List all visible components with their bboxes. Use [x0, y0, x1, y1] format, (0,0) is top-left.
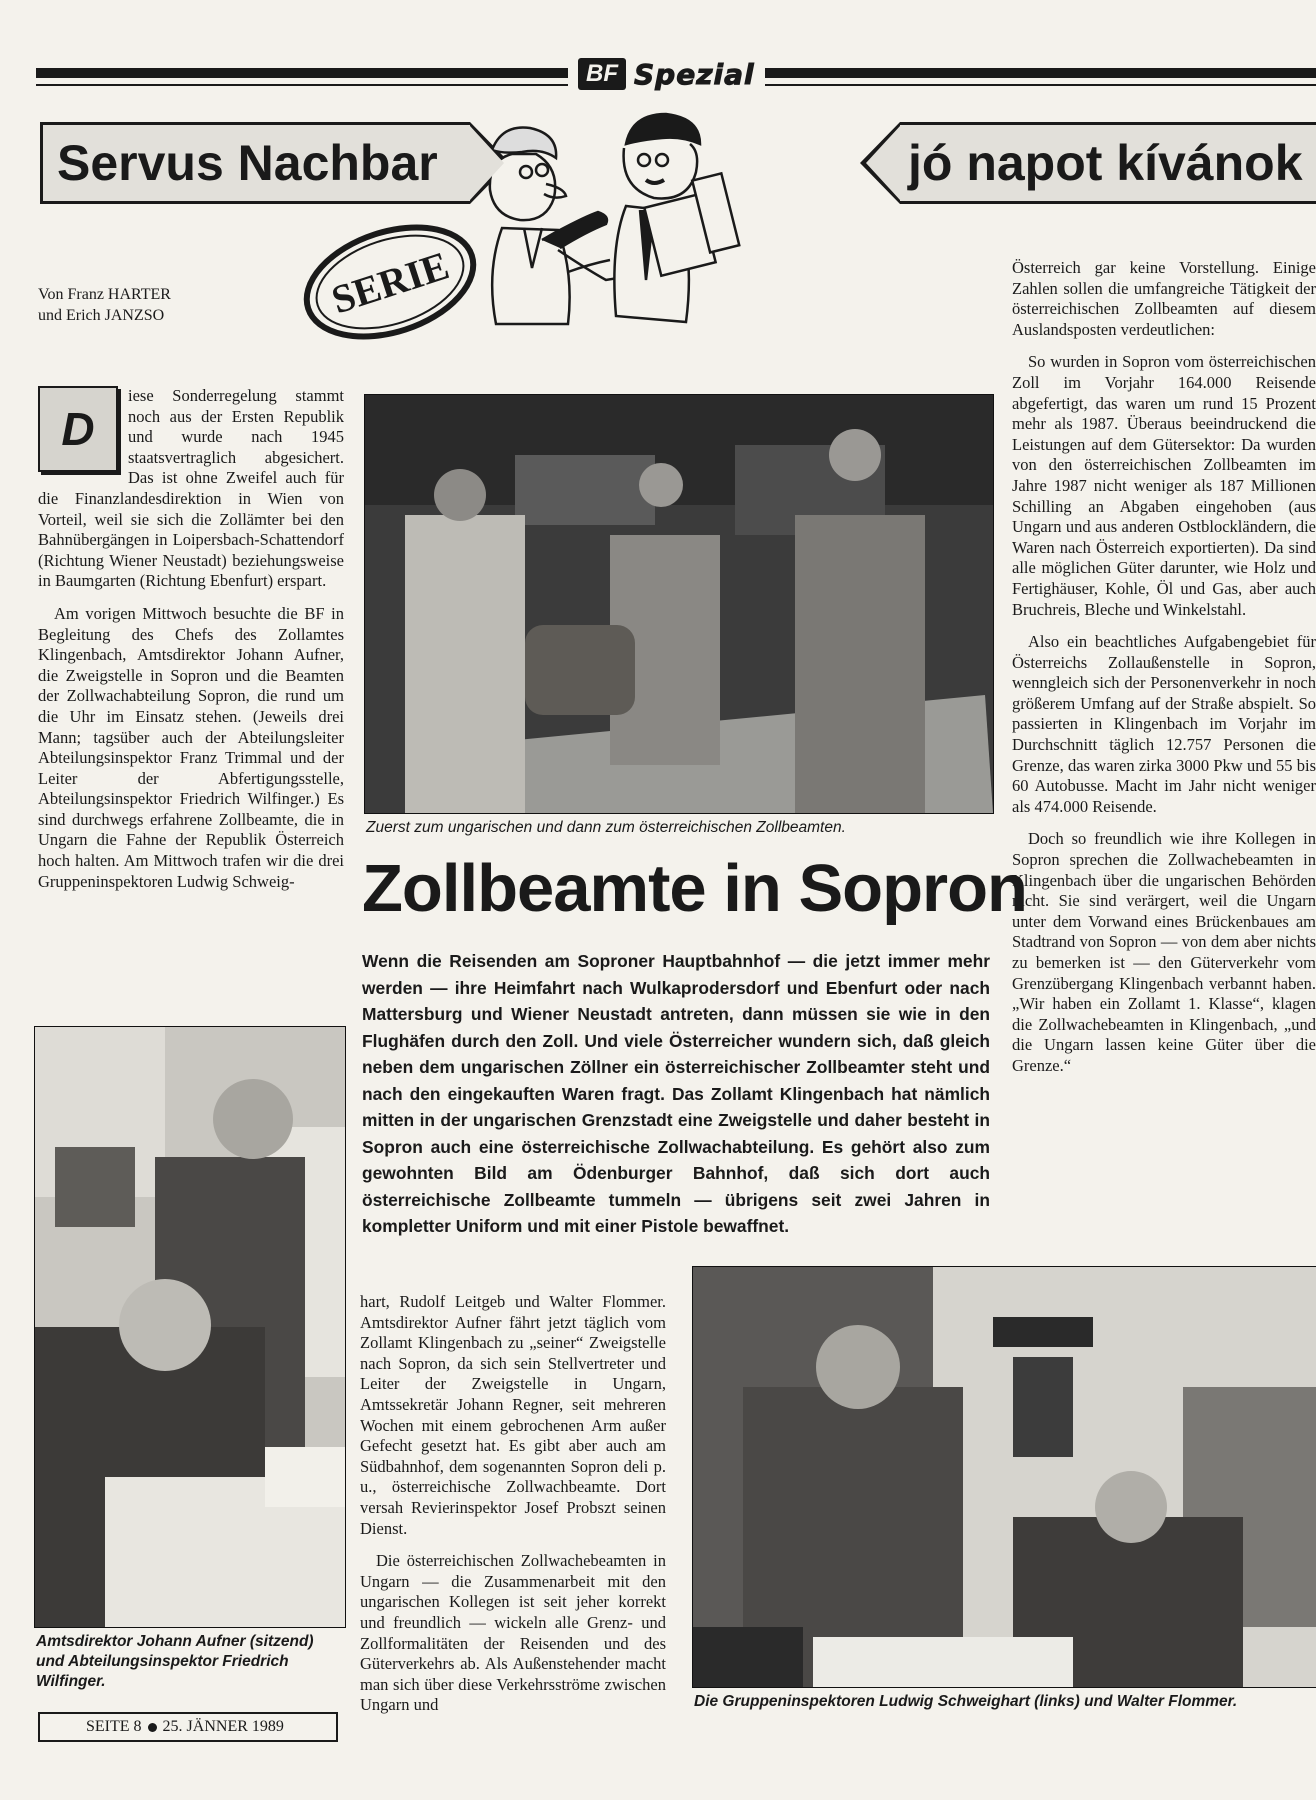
banner-right-text: jó napot kívánok — [908, 135, 1303, 191]
article-lede: Wenn die Reisenden am Soproner Hauptbahnhof — die jetzt immer mehr werden — ihre Heimfahrt nach Wulkaprodersdorf und Ebenfurt oder nach Mattersburg und Wiener Neustadt antreten, dann müssen sie wie in den Flughäfen durch den Zoll. Und viele Österreicher wundern sich, daß gleich neben dem ungarischen Zöllner ein österreichischer Zollbeamter steht und nach den eingekauften Waren fragt. Das Zollamt Klingenbach hat nämlich mitten in der ungarischen Grenzstadt eine Zweigstelle und daher besteht in Sopron auch eine österreichische Zollwachabteilung. Es gehört also zum gewohnten Bild am Ödenburger Bahnhof, daß sich dort auch österreichische Zollbeamte tummeln — übrigens seit zwei Jahren in kompletter Uniform und mit einer Pistole bewaffnet. — [362, 951, 990, 1236]
byline — [38, 284, 171, 326]
col3-paragraph-3: Also ein beachtliches Aufgabengebiet für Österreichs Zollaußenstelle in Sopron, wenngleich sich der Personenverkehr in noch größerem Umfang auf der Straße abspielt. So passierten in Klingenbach im Vorjahr im Durchschnitt täglich 12.757 Personen die Grenze, das waren zirka 3000 Pkw und 55 bis 60 Autobusse. Macht im Jahr nicht weniger als 474.000 Reisende. — [1012, 632, 1316, 816]
page-number: SEITE 8 — [86, 1718, 142, 1735]
cartoon-illustration — [280, 110, 890, 350]
photo-group-inspectors-image — [693, 1267, 1316, 1687]
col2-paragraph-2: Die österreichischen Zollwachebeamten in Ungarn — die Zusammenarbeit mit den ungarischen Kollegen ist seit jeher korrekt und freundlich — wickeln alle Grenz- und Zollformalitäten der Reisenden und des Güterverkehrs ab. Als Außenstehender macht man sich über diese Verkehrsströme zwischen Ungarn und — [360, 1551, 666, 1715]
col1-paragraph-1: iese Sonderregelung stammt noch aus der Ersten Republik und wurde nach 1945 staatsvertraglich abgesichert. Das ist ohne Zweifel auch für die Finanzlandesdirektion in Wien von Vorteil, weil sie sich die Zollämter bei den Bahnübergängen in Loipersbach-Schattendorf (Richtung Wiener Neustadt) beziehungsweise in Baumgarten (Richtung Ebenfurt) erspart. — [38, 386, 344, 591]
col3-paragraph-1: Österreich gar keine Vorstellung. Einige Zahlen sollen die umfangreiche Tätigkeit der österreichischen Zollbeamten auf diesem Auslandsposten verdeutlichen: — [1012, 258, 1316, 339]
col3-paragraph-2: So wurden in Sopron vom österreichischen Zoll im Vorjahr 164.000 Reisende abgefertigt, das waren um rund 15 Prozent mehr als 1987. Überaus beeindruckend die Leistungen auf dem Gütersektor: Da wurden von den österreichischen Zollbeamten im Jahre 1987 nicht weniger als 187 Millionen Schilling an Abgaben eingehoben (aus Ungarn und aus anderen Ostblockländern, die Waren nach Österreich exportierten). Da sind alle möglichen Güter darunter, wie Holz und Fertighäuser, Kohle, Öl und Gas, aber auch Bruchreis, Bleche und Winkelstahl. — [1012, 352, 1316, 619]
section-brand — [568, 56, 765, 92]
footer-bullet-icon — [148, 1723, 157, 1732]
column-3 — [1012, 258, 1316, 1089]
section-title: Spezial — [634, 57, 755, 91]
banner-jo-napot — [900, 122, 1316, 204]
serie-stamp — [293, 208, 487, 350]
column-1 — [38, 386, 344, 904]
photo-aufner-wilfinger-image — [35, 1027, 345, 1627]
dropcap: D — [38, 386, 118, 472]
column-2 — [360, 1292, 666, 1728]
col1-paragraph-2: Am vorigen Mittwoch besuchte die BF in Begleitung des Chefs des Zollamtes Klingenbach, Amtsdirektor Johann Aufner, die Zweigstelle in Sopron und die Beamten der Zollwachabteilung Sopron, die rund um die Uhr im Einsatz stehen. (Jeweils drei Mann; tagsüber auch der Abteilungsleiter Abteilungsinspektor Franz Trimmal und der Leiter der Abfertigungsstelle, Abteilungsinspektor Friedrich Wilfinger.) Es sind durchwegs erfahrene Zollbeamte, die in Ungarn die Fahne der Republik Österreich hoch halten. Am Mittwoch trafen wir die drei Gruppeninspektoren Ludwig Schweig- — [38, 603, 344, 891]
brand-logo: BF — [578, 58, 626, 90]
byline-line1: Von Franz HARTER — [38, 286, 171, 303]
photo-aufner-wilfinger — [34, 1026, 346, 1628]
photo-customs-check — [364, 394, 994, 814]
article-headline: Zollbeamte in Sopron — [362, 851, 1027, 926]
caption-left-photo: Amtsdirektor Johann Aufner (sitzend) und Abteilungsinspektor Friedrich Wilfinger. — [36, 1633, 314, 1690]
caption-bottom-photo: Die Gruppeninspektoren Ludwig Schweighart (links) und Walter Flommer. — [694, 1693, 1238, 1710]
stamp-label: SERIE — [326, 242, 455, 323]
photo-group-inspectors — [692, 1266, 1316, 1688]
caption-top-photo: Zuerst zum ungarischen und dann zum österreichischen Zollbeamten. — [366, 819, 846, 836]
col3-paragraph-4: Doch so freundlich wie ihre Kollegen in Sopron sprechen die Zollwachebeamten in Klingenbach über die ungarischen Behörden nicht. Sie sind verärgert, weil die Ungarn unter dem Vorwand eines Brückenbaues am Stadtrand von Sopron — von dem aber nichts zu bemerken ist — den Güterverkehr vom Grenzübergang Klingenbach verbannt haben. „Wir haben ein Zollamt 1. Klasse“, klagen die Zollwachebeamten in Klingenbach, „und die Ungarn lassen keine Güter über die Grenze.“ — [1012, 829, 1316, 1075]
page-footer — [38, 1712, 338, 1742]
byline-line2: und Erich JANZSO — [38, 307, 165, 324]
photo-customs-check-image — [365, 395, 993, 813]
col2-paragraph-1: hart, Rudolf Leitgeb und Walter Flommer. Amtsdirektor Aufner fährt jetzt täglich vom Zollamt Klingenbach zu „seiner“ Zweigstelle nach Sopron, da sich sein Stellvertreter und Leiter der Zweigstelle in Ungarn, Amtssekretär Johann Regner, seit mehreren Wochen mit einem gebrochenen Arm außer Gefecht gesetzt hat. Es gibt aber auch am Südbahnhof, dem sogenannten Sopron deli p. u., österreichische Zollwachbeamte. Dort versah Revierinspektor Josef Probszt seinen Dienst. — [360, 1292, 666, 1538]
banner-left-text: Servus Nachbar — [57, 135, 438, 191]
issue-date: 25. JÄNNER 1989 — [162, 1718, 284, 1735]
